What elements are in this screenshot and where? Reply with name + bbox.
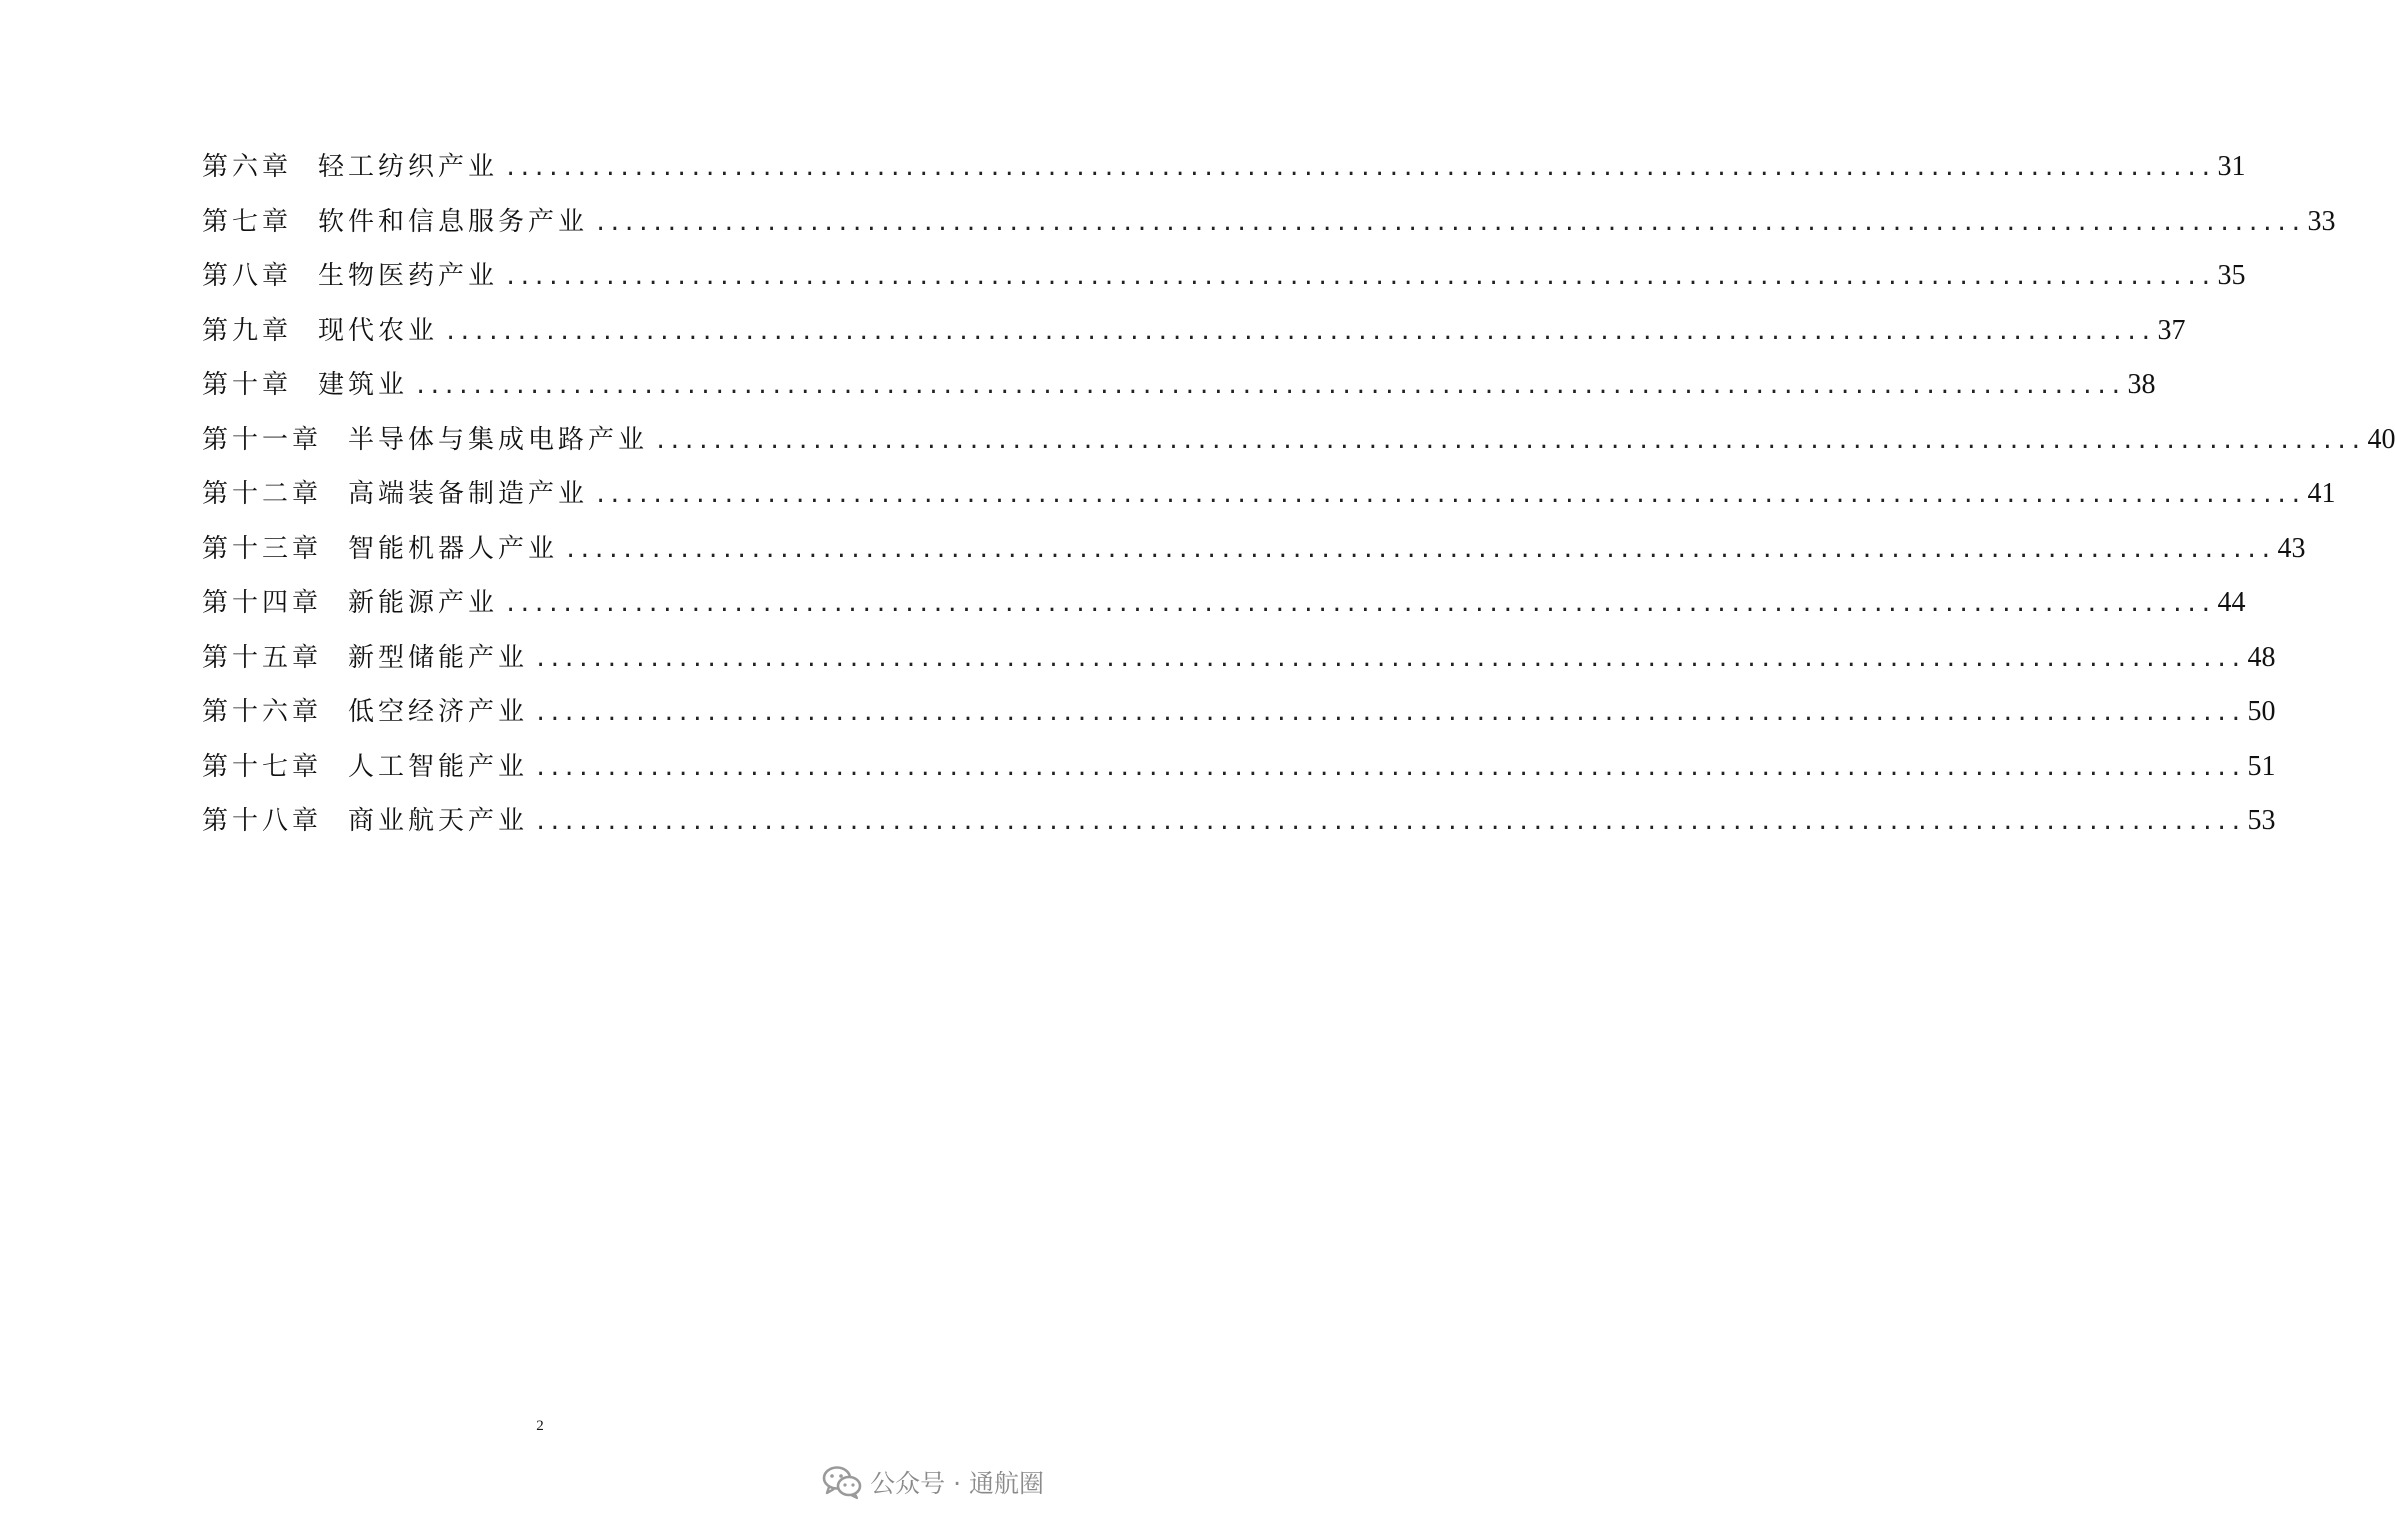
- toc-entry[interactable]: [202, 413, 2395, 468]
- toc-page: 31: [2217, 151, 2246, 182]
- toc-entry[interactable]: [202, 195, 2336, 250]
- toc-entry[interactable]: [202, 794, 2276, 849]
- toc-page: 43: [2277, 532, 2306, 564]
- toc-title: 新能源产业: [348, 588, 499, 618]
- toc-entry[interactable]: [202, 522, 2306, 577]
- toc-title: 生物医药产业: [318, 261, 499, 291]
- watermark: [822, 1464, 1044, 1500]
- toc-chapter: 第十一章: [202, 424, 323, 455]
- toc-leader: ........................................................................................................................: [534, 701, 2244, 726]
- toc-leader: ........................................................................................................................: [564, 537, 2274, 563]
- toc-leader: ........................................................................................................................: [414, 374, 2124, 399]
- toc-leader: ........................................................................................................................: [594, 210, 2304, 236]
- toc-leader: ........................................................................................................................: [504, 265, 2214, 290]
- toc-page: 37: [2157, 314, 2186, 346]
- toc-chapter: 第六章: [202, 152, 293, 182]
- toc-title: 智能机器人产业: [348, 533, 559, 564]
- toc-chapter: 第八章: [202, 261, 293, 291]
- toc-title: 现代农业: [318, 315, 439, 346]
- toc-chapter: 第十六章: [202, 697, 323, 727]
- toc-entry[interactable]: [202, 140, 2246, 195]
- table-of-contents: [202, 140, 2395, 849]
- toc-entry[interactable]: [202, 358, 2156, 413]
- toc-page: 44: [2217, 587, 2246, 618]
- toc-leader: ........................................................................................................................: [534, 646, 2244, 672]
- toc-page: 38: [2127, 369, 2156, 400]
- toc-entry[interactable]: [202, 576, 2246, 631]
- toc-title: 软件和信息服务产业: [318, 206, 589, 237]
- toc-title: 商业航天产业: [348, 806, 529, 836]
- toc-leader: ........................................................................................................................: [504, 156, 2214, 181]
- toc-leader: ........................................................................................................................: [534, 755, 2244, 781]
- toc-chapter: 第十三章: [202, 533, 323, 564]
- toc-title: 高端装备制造产业: [348, 479, 589, 509]
- page-number: 2: [536, 1418, 544, 1434]
- toc-chapter: 第十章: [202, 370, 293, 400]
- toc-chapter: 第十五章: [202, 642, 323, 673]
- toc-entry[interactable]: [202, 467, 2336, 522]
- toc-leader: ........................................................................................................................: [504, 592, 2214, 617]
- toc-page: 35: [2217, 260, 2246, 291]
- toc-chapter: 第九章: [202, 315, 293, 346]
- toc-entry[interactable]: [202, 685, 2276, 740]
- toc-chapter: 第十七章: [202, 751, 323, 782]
- toc-leader: ........................................................................................................................: [594, 483, 2304, 508]
- toc-leader: ........................................................................................................................: [534, 810, 2244, 835]
- toc-title: 低空经济产业: [348, 697, 529, 727]
- wechat-icon: [822, 1465, 862, 1499]
- toc-entry[interactable]: [202, 631, 2276, 686]
- toc-chapter: 第十八章: [202, 806, 323, 836]
- toc-title: 半导体与集成电路产业: [348, 424, 649, 455]
- toc-chapter: 第十二章: [202, 479, 323, 509]
- toc-entry[interactable]: [202, 304, 2186, 359]
- toc-page: 41: [2307, 478, 2336, 509]
- toc-title: 人工智能产业: [348, 751, 529, 782]
- toc-title: 轻工纺织产业: [318, 152, 499, 182]
- toc-entry[interactable]: [202, 249, 2246, 304]
- toc-page: 50: [2247, 696, 2276, 727]
- toc-leader: ........................................................................................................................: [654, 428, 2364, 454]
- toc-entry[interactable]: [202, 740, 2276, 795]
- toc-page: 51: [2247, 750, 2276, 782]
- toc-title: 新型储能产业: [348, 642, 529, 673]
- toc-page: 48: [2247, 641, 2276, 673]
- toc-chapter: 第十四章: [202, 588, 323, 618]
- toc-page: 40: [2367, 423, 2395, 455]
- toc-page: 53: [2247, 805, 2276, 836]
- toc-title: 建筑业: [318, 370, 409, 400]
- watermark-text: 公众号 · 通航圈: [870, 1469, 1044, 1498]
- toc-page: 33: [2307, 205, 2336, 237]
- toc-chapter: 第七章: [202, 206, 293, 237]
- toc-leader: ........................................................................................................................: [444, 319, 2154, 345]
